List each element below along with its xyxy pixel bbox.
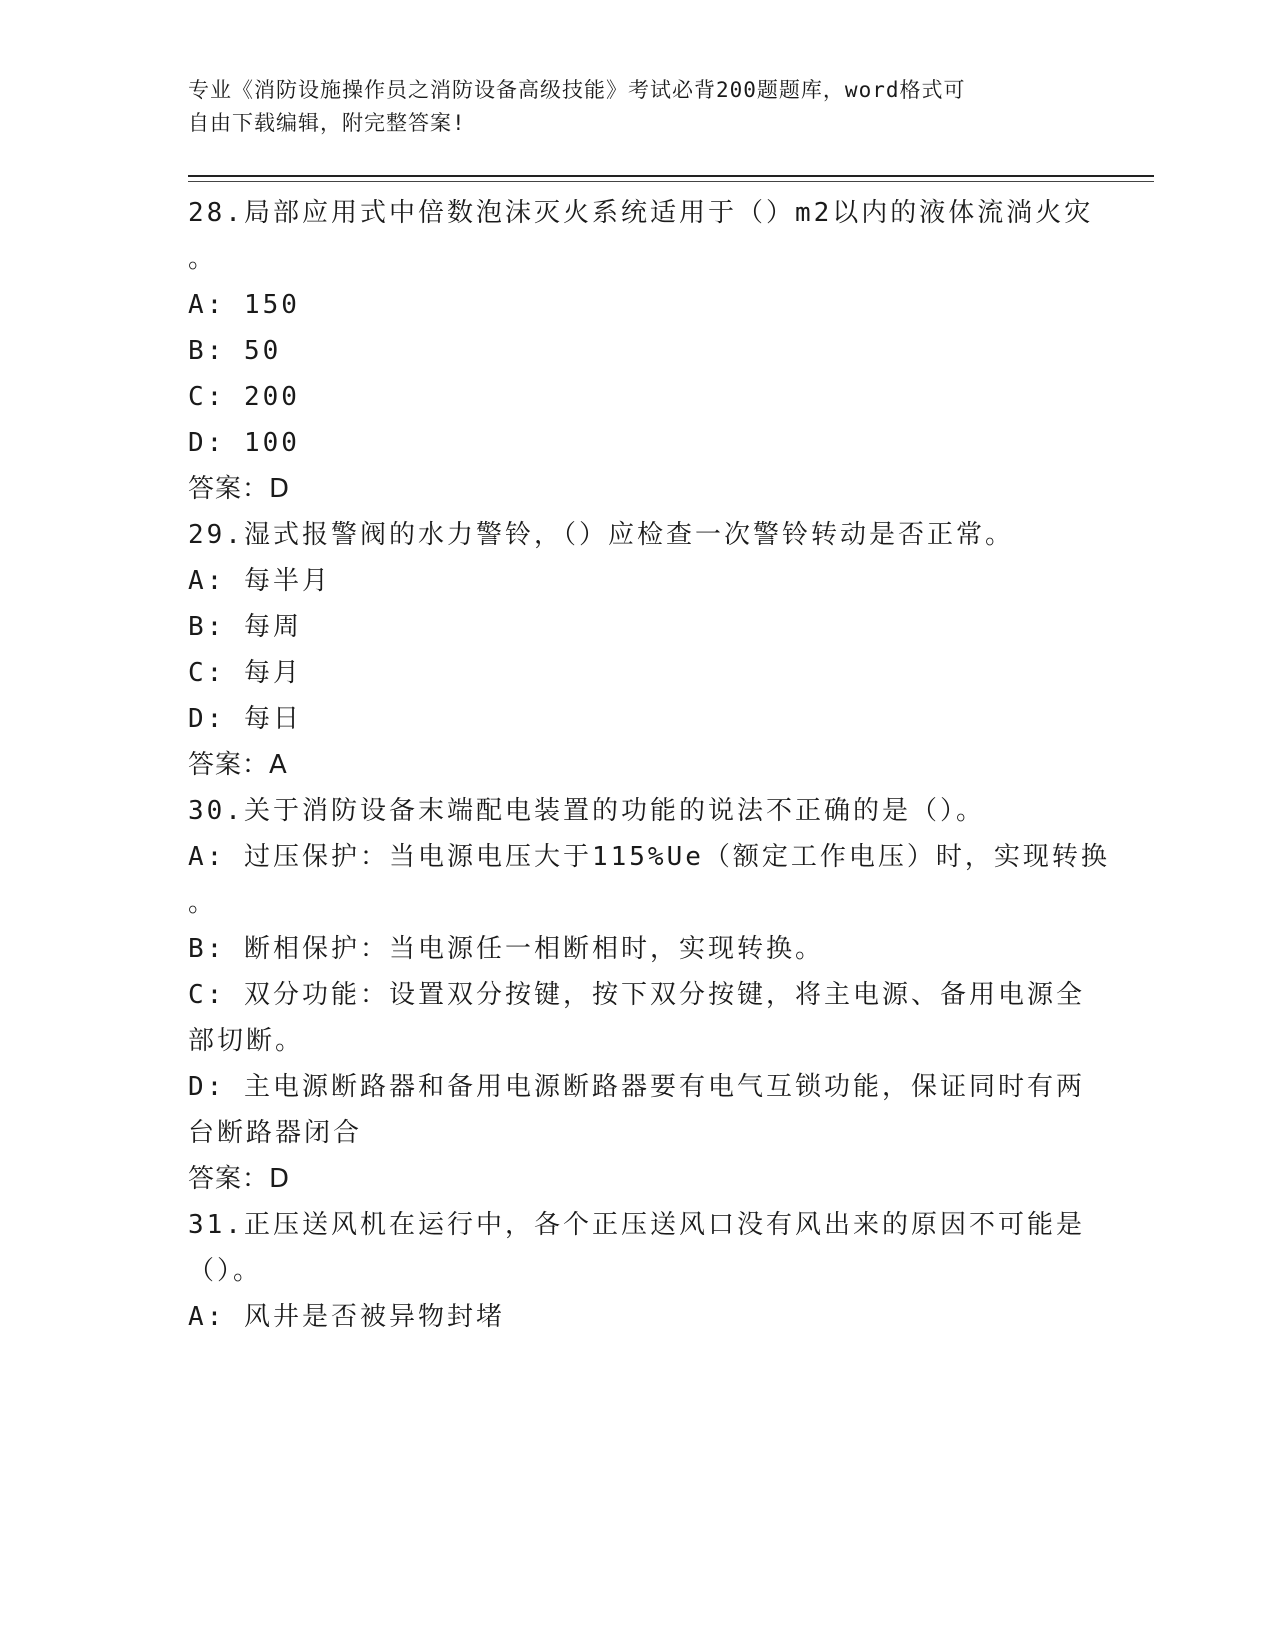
answer-text: 答案：D xyxy=(188,474,291,504)
answer-text: 答案：D xyxy=(188,1164,291,1194)
option-text: D: 100 xyxy=(188,428,300,458)
option-text: C: 双分功能：设置双分按键，按下双分按键，将主电源、备用电源全 xyxy=(188,980,1085,1010)
question-text: 28.局部应用式中倍数泡沫灭火系统适用于（）m2以内的液体流淌火灾 xyxy=(188,198,1094,228)
header-divider-thin xyxy=(188,181,1154,182)
option-text: B: 50 xyxy=(188,336,282,366)
option-text: A: 风井是否被异物封堵 xyxy=(188,1302,505,1332)
header-divider-thick xyxy=(188,175,1154,177)
option-text: 台断路器闭合 xyxy=(188,1118,363,1148)
document-header xyxy=(188,74,1068,140)
option-text: A: 每半月 xyxy=(188,566,331,596)
option-text: B: 每周 xyxy=(188,612,302,642)
question-block xyxy=(188,1202,1088,1340)
option-text: B: 断相保护：当电源任一相断相时，实现转换。 xyxy=(188,934,824,964)
option-text: C: 200 xyxy=(188,382,300,412)
question-text: （）。 xyxy=(188,1256,263,1286)
option-text: A: 150 xyxy=(188,290,300,320)
question-text: 。 xyxy=(188,244,218,274)
question-block xyxy=(188,788,1110,1202)
question-text: 30.关于消防设备末端配电装置的功能的说法不正确的是（）。 xyxy=(188,796,985,826)
option-text: A: 过压保护：当电源电压大于115%Ue（额定工作电压）时，实现转换 xyxy=(188,842,1110,872)
answer-text: 答案：A xyxy=(188,750,288,780)
option-text: D: 每日 xyxy=(188,704,302,734)
header-line-1: 专业《消防设施操作员之消防设备高级技能》考试必背200题题库，word格式可 xyxy=(188,78,966,102)
option-text: 部切断。 xyxy=(188,1026,305,1056)
header-line-2: 自由下载编辑，附完整答案! xyxy=(188,111,466,135)
question-text: 31.正压送风机在运行中，各个正压送风口没有风出来的原因不可能是 xyxy=(188,1210,1085,1240)
question-block xyxy=(188,190,1094,512)
option-text: D: 主电源断路器和备用电源断路器要有电气互锁功能，保证同时有两 xyxy=(188,1072,1085,1102)
option-text: 。 xyxy=(188,888,218,918)
option-text: C: 每月 xyxy=(188,658,302,688)
question-text: 29.湿式报警阀的水力警铃，（）应检查一次警铃转动是否正常。 xyxy=(188,520,1014,550)
question-block xyxy=(188,512,1088,788)
question-list xyxy=(188,190,1110,1340)
